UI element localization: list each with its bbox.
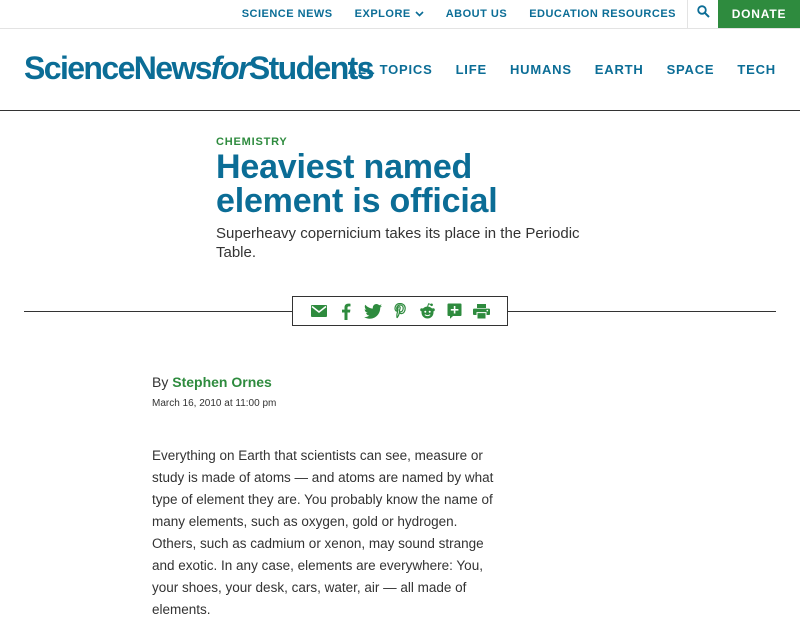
logo-students: Students [248,50,373,86]
divider-right [508,311,776,312]
about-us-link[interactable]: ABOUT US [445,8,508,20]
site-logo[interactable] [24,50,373,87]
facebook-icon[interactable] [337,302,356,321]
pinterest-icon[interactable] [391,302,410,321]
nav-humans[interactable]: HUMANS [509,61,572,77]
print-icon[interactable] [472,302,491,321]
search-icon [697,5,710,23]
education-resources-link[interactable]: EDUCATION RESOURCES [529,8,676,20]
author-link[interactable]: Stephen Ornes [172,374,272,390]
article-body-paragraph: Everything on Earth that scientists can see, measure or study is made of atoms — and atoms are named by what type of element they are. You probably know the name of many elements, such as oxygen, gold or hydrogen. Others, such as cadmium or xenon, may sound strange and exotic. In any case, elements are everywhere: You, your shoes, your desk, cars, water, air — all made of elements. [152,448,494,617]
publish-date: March 16, 2010 at 11:00 pm [152,398,277,409]
google-classroom-icon[interactable] [445,302,464,321]
chevron-down-icon [415,11,424,17]
twitter-icon[interactable] [364,302,383,321]
nav-life[interactable]: LIFE [455,61,487,77]
nav-earth[interactable]: EARTH [594,61,644,77]
share-bar [292,296,508,326]
utility-bar [0,0,800,29]
donate-button[interactable]: DONATE [718,0,800,28]
article-category[interactable]: CHEMISTRY [216,136,288,148]
nav-tech[interactable]: TECH [737,61,776,77]
byline [152,374,272,390]
search-button[interactable] [687,0,718,28]
explore-menu[interactable] [344,0,435,28]
nav-all-topics[interactable]: ALL TOPICS [347,61,433,77]
logo-for: for [210,50,249,86]
topic-nav [336,28,800,110]
article-subtitle: Superheavy copernicium takes its place in the Periodic Table. [216,225,580,261]
byline-prefix: By [152,374,169,390]
divider-left [24,311,292,312]
science-news-link[interactable]: SCIENCE NEWS [241,8,333,20]
main-header [0,28,800,111]
email-icon[interactable] [310,302,329,321]
article-headline: Heaviest named element is official [216,148,498,220]
reddit-icon[interactable] [418,302,437,321]
utility-nav [231,0,800,28]
logo-science-news: ScienceNews [24,50,211,86]
explore-label: EXPLORE [354,8,411,20]
nav-space[interactable]: SPACE [666,61,715,77]
